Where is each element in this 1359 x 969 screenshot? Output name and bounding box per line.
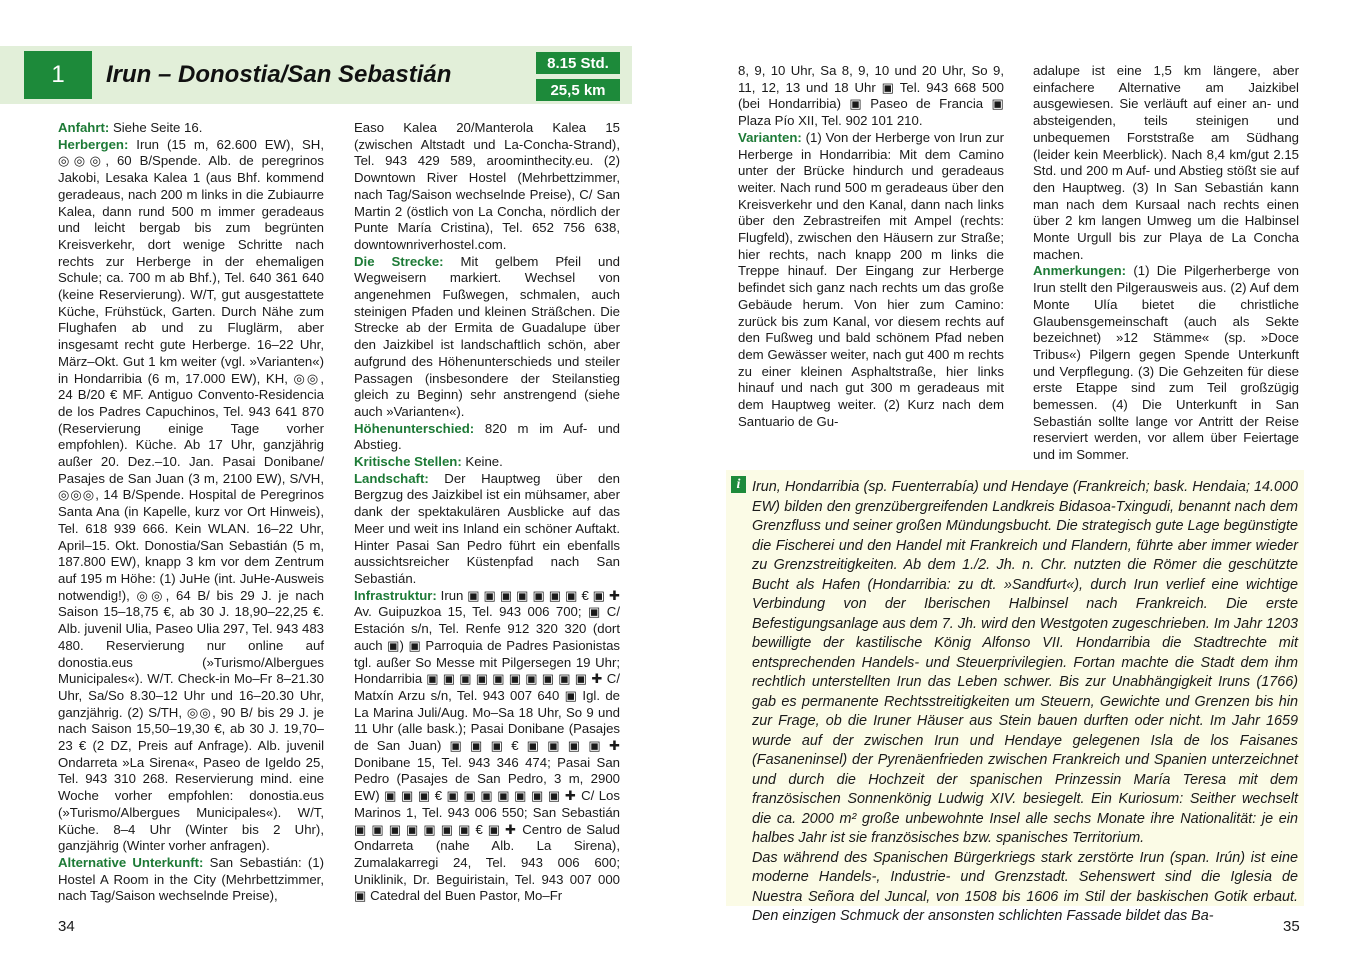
section-label: Anmerkungen: [1033,263,1127,279]
paragraph [354,588,620,905]
left-column-1 [58,120,324,905]
section-text: Keine. [461,454,503,470]
stage-number: 1 [24,51,92,99]
page-number-left: 34 [58,918,75,935]
paragraph [354,471,620,588]
duration-badge: 8.15 Std. [536,52,620,74]
section-label: Landschaft: [354,470,429,486]
paragraph [738,130,1004,431]
paragraph [738,63,1004,130]
paragraph [58,137,324,855]
paragraph [354,454,620,471]
section-label: Die Strecke: [354,253,444,269]
section-text: San Sebastián: (1) Hostel A Room in the City (Mehrbettzimmer, nach Tag/Saison wechselnde Preise), [58,854,324,904]
section-label: Infrastruktur: [354,587,437,603]
section-text: (1) Die Pilgerherberge von Irun stellt den Pilgerausweis aus. (2) Auf dem Monte Ulía bietet die christliche Glaubensgemeinschaft (auch als Sekte bezeichnet) »12 Stämme« (sp. »Doce Tribus«) Pilgern gegen Spende Unterkunft und Verpflegung. (3) Die Gehzeiten für diese erste Etappe sind zum Teil großzügig bemessen. (4) Die Unterkunft in San Sebastián sollte lange vor Antritt der Reise reserviert werden, vor allem über Feiertage und im Sommer. [1033,263,1299,463]
section-text: Der Hauptweg über den Bergzug des Jaizkibel ist ein mühsamer, aber dank der spektakulären Ausblicke auf das Meer und weit ins Inland ein schöner Auftakt. Hinter Pasai San Pedro führt ein ebenfalls aussichtsreicher Küstenpfad nach San Sebastián. [354,470,620,586]
section-label: Alternative Unterkunft: [58,854,204,870]
info-icon: i [731,476,746,493]
section-text: 8, 9, 10 Uhr, Sa 8, 9, 10 und 20 Uhr, So 9, 11, 12, 13 und 18 Uhr ▣ Tel. 943 668 500 (bei Hondarribia) ▣ Paseo de Francia ▣ Plaza Pío XII, Tel. 902 101 210. [738,63,1004,129]
paragraph [58,120,324,137]
paragraph [58,855,324,905]
info-paragraph: Irun, Hondarribia (sp. Fuenterrabía) und Hendaye (Frankreich; bask. Hendaia; 14.000 EW) bilden den grenzübergreifenden Landkreis Bidasoa-Txingudi, benannt nach dem Grenzfluss und seiner großen Mündungsbucht. Die strategisch gute Lage begünstigte die Fischerei und den Handel mit Frankreich und Flandern, führte aber immer wieder zu Grenzstreitigkeiten. Ab dem 1./2. Jh. n. Chr. nutzten die Römer die geschützte Bucht als Hafen (Hondarribia: zu dt. »Sandfurt«), durch Irun verlief eine wichtige Verbindung von der Iberischen Halbinsel nach Frankreich. Die erste Befestigungsanlage aus dem 7. Jh. wird den Westgoten zugeschrieben. Im Jahr 1203 bewilligte der kastilische König Alfonso VII. Hondarribia die Stadtrechte mit entsprechenden Handels- und Steuerprivilegien. Fortan machte die Stadt dem ihm rechtlich unterstellten Irun das Leben schwer. Bis zur Unabhängigkeit Iruns (1766) gab es permanente Rechtsstreitigkeiten um Steuern, Gewichte und Grenzen bis hin zur Frage, ob die Iruner Häuser aus Stein bauen durften oder nicht. Im Jahr 1659 wurde auf der zwischen Irun und Hendaye gelegenen Isla de los Faisanes (Fasaneninsel) der Pyrenäenfrieden zwischen Frankreich und Spanien unterzeichnet und durch die Hochzeit der spanischen Prinzessin María Teresa mit dem französischen Sonnenkönig Ludwig XIV. besiegelt. Ein Kuriosum: Seither wechselt die ca. 2000 m² große unbewohnte Insel alle sechs Monate ihre Nationalität: je ein halbes Jahr ist sie französisches bzw. spanisches Territorium. [752,479,1298,846]
paragraph [354,254,620,421]
section-text: 820 m im Auf- und Abstieg. [354,420,620,453]
section-text: Siehe Seite 16. [109,120,203,135]
section-text: (1) Von der Herberge von Irun zur Herberge in Hondarribia: Mit dem Camino unter der Brücke hindurch und geradeaus weiter. Nach rund 500 m geradeaus über den Kreisverkehr und den Kanal, dann nach links über den Zebrastreifen mit Ampel (rechts: Flugfeld), zwischen den Häusern zur Straße; hier rechts, nach knapp 200 m links die Treppe hinauf. Der Eingang zur Herberge befindet sich ganz nach rechts um das große Gebäude herum. Von hier zum Camino: zurück bis zum Kanal, vor diesem rechts auf den Fußweg und bald schönem Pfad neben dem Gewässer weiter, nach gut 400 m rechts zu einer kleinen Asphaltstraße, hier links hinauf und nach gut 300 m geradeaus mit dem Hauptweg weiter. (2) Kurz nach dem Santuario de Gu- [738,129,1004,429]
stage-title: Irun – Donostia/San Sebastián [106,61,452,88]
section-label: Anfahrt: [58,120,110,135]
section-text: Irun (15 m, 62.600 EW), SH, ◎◎◎, 60 B/Spende. Alb. de peregrinos Jakobi, Lesaka Kalea 1 (aus Bhf. kommend geradeaus, nach 200 m links in die Zubiaurre Kalea, dann rund 500 m immer geradeaus und leicht bergab bis zum begrünten Kreisverkehr, dort wenige Schritte nach rechts zur Herberge in der ehemaligen Schule; ca. 700 m ab Bhf.), Tel. 640 361 640 (keine Reservierung). W/T, gut ausgestattete Küche, Frühstück, Garten. Durch Nähe zum Flughafen ab und zu Fluglärm, aber insgesamt recht gute Herberge. 16–22 Uhr, März–Okt. Gut 1 km weiter (vgl. »Varianten«) in Hondarribia (6 m, 17.000 EW), KH, ◎◎, 24 B/20 € MF. Antiguo Convento-Residencia de los Padres Capuchinos, Tel. 943 641 870 (Reservierung einige Tage vorher empfohlen). Küche. Ab 17 Uhr, ganzjährig außer 20. Dez.–10. Jan. Pasai Donibane/ Pasajes de San Juan (3 m, 2100 EW), S/VH, ◎◎◎, 14 B/Spende. Hospital de Peregrinos Santa Ana (in Kapelle, kurz vor Ort Hinweis), Tel. 618 939 666. Kein WLAN. 16–22 Uhr, April–15. Okt. Donostia/San Sebastián (5 m, 187.800 EW), knapp 3 km vor dem Zentrum auf 195 m Höhe: (1) JuHe (int. JuHe-Ausweis notwendig!), ◎◎, 64 B/ bis 29 J. je nach Saison 15–18,75 €, ab 30 J. 18,90–22,25 €. Alb. juvenil Ulia, Paseo Ulia 297, Tel. 943 483 480. Reservierung nur online auf donostia.eus (»Turismo/Albergues Municipales«). W/T. Check-in Mo–Fr 8–21.30 Uhr, Sa/So 8.30–12 Uhr und 16–20.30 Uhr, ganzjährig. (2) S/TH, ◎◎, 90 B/ bis 29 J. je nach Saison 15,50–19,30 €, ab 30 J. 19,70–23 € (2 DZ, Preis auf Anfrage). Alb. juvenil Ondarreta »La Sirena«, Paseo de Igeldo 25, Tel. 943 310 268. Reservierung mind. eine Woche vorher empfohlen: donostia.eus (»Turismo/Albergues Municipales«). W/T, Küche. 8–4 Uhr (Winter bis 2 Uhr), ganzjährig (Winter vorher anfragen). [58,136,324,854]
section-text: adalupe ist eine 1,5 km längere, aber einfachere Alternative am Jaizkibel ausgewiesen. Sie verläuft auf einer an- und absteigenden, teils steinigen und unbequemen Forststraße am Südhang (leider kein Meerblick). Nach 8,4 km/gut 2.15 Std. und 200 m Auf- und Abstieg stößt sie auf den Hauptweg. (3) In San Sebastián kann man nach dem Kursaal nach rechts einen über 2 km langen Umweg um die Halbinsel Monte Urgull bis zur Playa de La Concha machen. [1033,63,1299,262]
section-label: Varianten: [738,129,802,145]
paragraph [354,120,620,254]
section-text: Irun ▣ ▣ ▣ ▣ ▣ ▣ ▣ € ▣ ✚ Av. Guipuzkoa 15, Tel. 943 006 700; ▣ C/ Estación s/n, Tel. Renfe 912 320 320 (dort auch ▣) ▣ Parroquia de Padres Pasionistas tgl. außer So Messe mit Pilgersegen 19 Uhr; Hondarribia ▣ ▣ ▣ ▣ ▣ ▣ ▣ ▣ ▣ ▣ ✚ C/ Matxín Arzu s/n, Tel. 943 007 640 ▣ Igl. de La Marina Juli/Aug. Mo–Sa 18 Uhr, So 9 und 11 Uhr (alle bask.); Pasai Donibane (Pasajes de San Juan) ▣ ▣ ▣ € ▣ ▣ ▣ ▣ ✚ Donibane 15, Tel. 943 346 474; Pasai San Pedro (Pasajes de San Pedro, 3 m, 2900 EW) ▣ ▣ ▣ € ▣ ▣ ▣ ▣ ▣ ▣ ▣ ✚ C/ Los Marinos 1, Tel. 943 006 550; San Sebastián ▣ ▣ ▣ ▣ ▣ ▣ ▣ € ▣ ✚ Centro de Salud Ondarreta (nahe Alb. La Sirena), Zumalakarregi 24, Tel. 943 006 600; Uniklinik, Dr. Beguiristain, Tel. 943 007 000 ▣ Catedral del Buen Pastor, Mo–Fr [354,587,620,904]
left-column-2 [354,120,620,905]
info-box-text [752,478,1298,927]
section-label: Kritische Stellen: [354,454,462,470]
section-label: Höhenunterschied: [354,420,475,436]
paragraph [354,421,620,454]
section-text: Mit gelbem Pfeil und Wegweisern markiert. Wechsel von angenehmen Fußwegen, schmalen, auch steinigen Pfaden und kleinen Sträßchen. Die Strecke ab der Ermita de Guadalupe über den Jaizkibel ist landschaftlich schön, aber aufgrund des Höhenunterschieds und steiler Passagen (insbesondere der Steilanstieg gleich zu Beginn) sehr anstrengend (siehe auch »Varianten«). [354,253,620,419]
paragraph [1033,63,1299,263]
distance-badge: 25,5 km [536,79,620,101]
section-text: Easo Kalea 20/Manterola Kalea 15 (zwischen Altstadt und La-Concha-Strand), Tel. 943 429 589, aroominthecity.eu. (2) Downtown River Hostel (Mehrbettzimmer, nach Tag/Saison wechselnde Preise), C/ San Martin 2 (östlich von La Concha, nördlich der Punte María Cristina), Tel. 652 756 638, downtownriverhostel.com. [354,120,620,252]
section-label: Herbergen: [58,136,129,152]
info-paragraph: Das während des Spanischen Bürgerkriegs stark zerstörte Irun (span. Irún) ist eine moderne Handels-, Industrie- und Grenzstadt. Sehenswert sind die Iglesia de Nuestra Señora del Juncal, von 1508 bis 1606 im Stil der baskischen Gotik erbaut. Den einzigen Schmuck der ansonsten schlichten Fassade bildet das Ba- [752,849,1298,924]
page-number-right: 35 [1283,918,1300,935]
right-column-2 [1033,63,1299,464]
paragraph [1033,263,1299,463]
right-column-1 [738,63,1004,430]
